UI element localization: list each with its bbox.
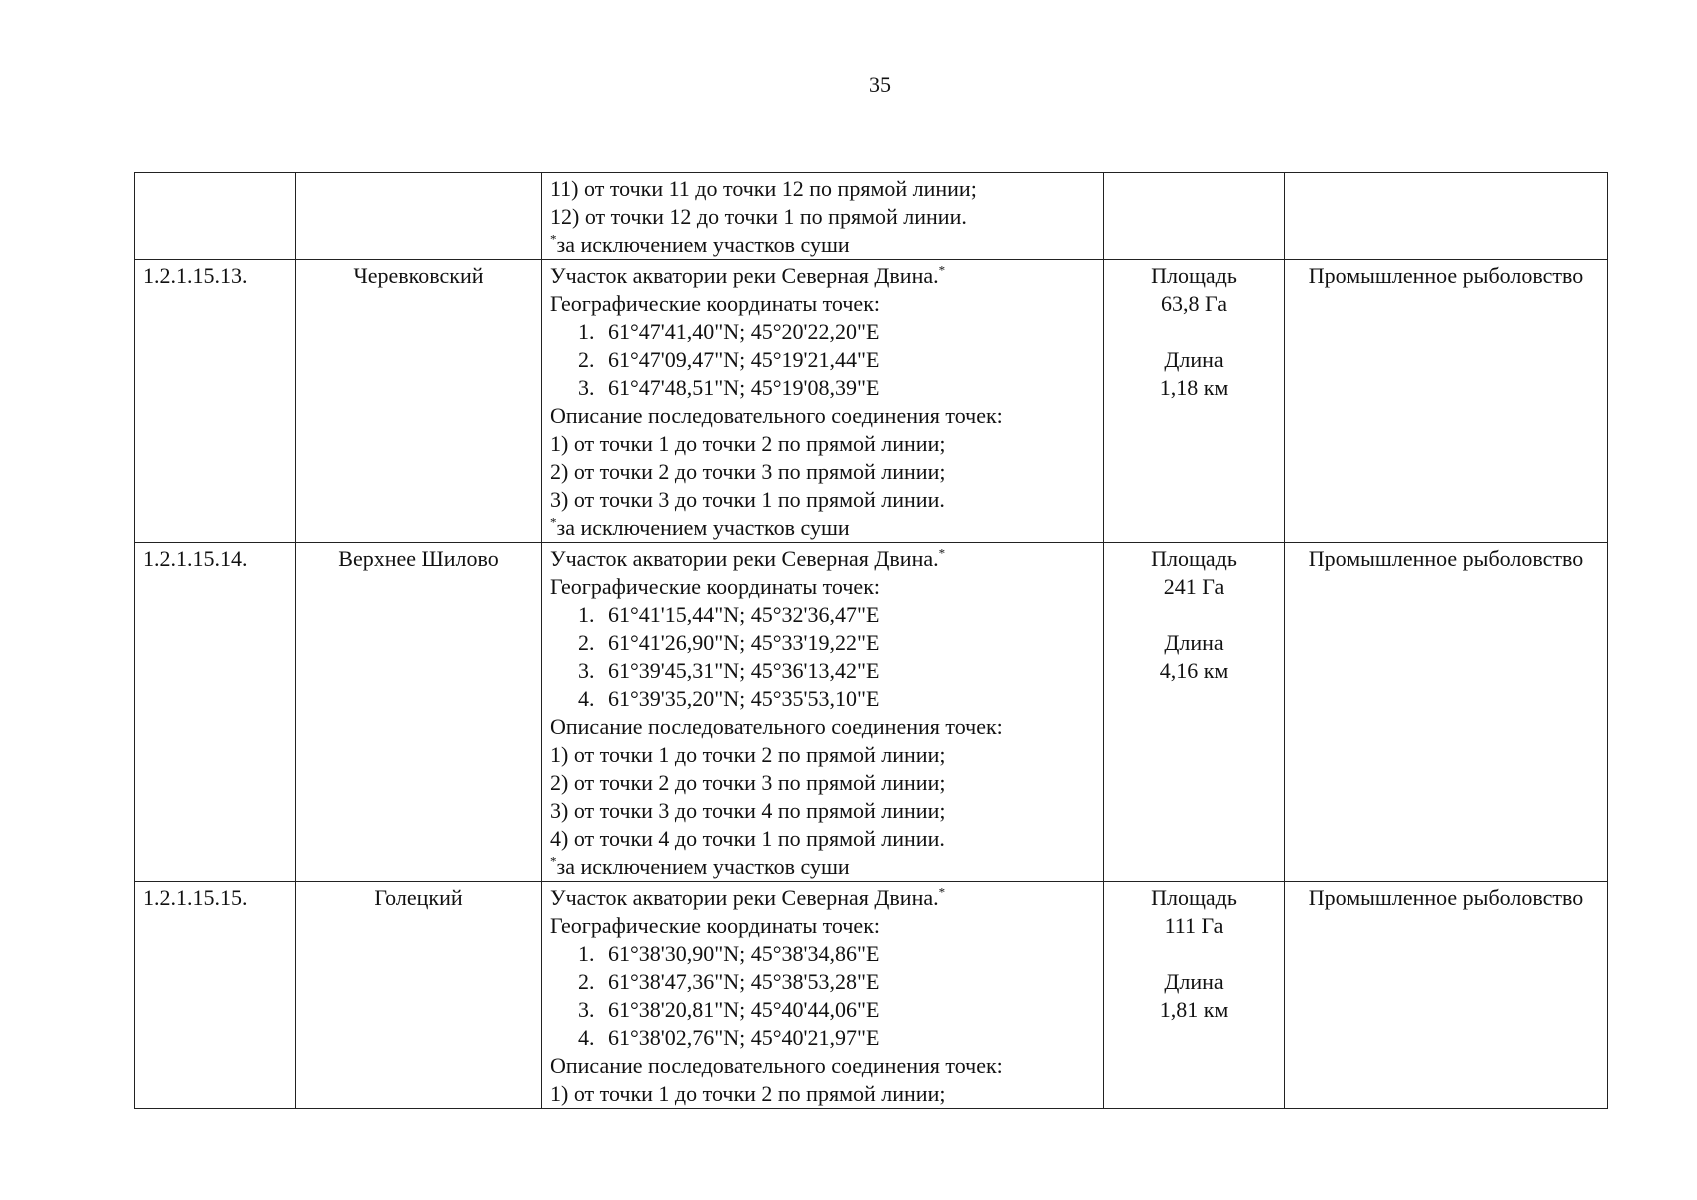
table-row [135, 882, 1608, 1109]
coord-item: 1. 61°41'15,44"N; 45°32'36,47"E [578, 602, 880, 627]
coords-list [550, 318, 1095, 402]
area-label: Площадь [1151, 885, 1237, 910]
coord-item: 2. 61°47'09,47"N; 45°19'21,44"E [578, 347, 880, 372]
coord-item: 1. 61°38'30,90"N; 45°38'34,86"E [578, 941, 880, 966]
cell-use: Промышленное рыболовство [1285, 260, 1608, 543]
coord-item: 2. 61°38'47,36"N; 45°38'53,28"E [578, 969, 880, 994]
coord-item: 3. 61°38'20,81"N; 45°40'44,06"E [578, 997, 880, 1022]
table-row [135, 260, 1608, 543]
asterisk: * [938, 545, 946, 561]
connection-line: 1) от точки 1 до точки 2 по прямой линии; [550, 742, 946, 767]
cell-name: Голецкий [296, 882, 542, 1109]
connection-line: 1) от точки 1 до точки 2 по прямой линии; [550, 431, 946, 456]
connection-label: Описание последовательного соединения точек: [550, 403, 1003, 428]
footnote: *за исключением участков суши [550, 853, 850, 879]
coords-label: Географические координаты точек: [550, 291, 880, 316]
area-value: 63,8 Га [1161, 291, 1227, 316]
cell-use: Промышленное рыболовство [1285, 543, 1608, 882]
cell-number: 1.2.1.15.13. [135, 260, 296, 543]
coord-item: 3. 61°39'45,31"N; 45°36'13,42"E [578, 658, 880, 683]
length-value: 1,81 км [1159, 997, 1229, 1022]
coord-item: 1. 61°47'41,40"N; 45°20'22,20"E [578, 319, 880, 344]
cell-use [1285, 173, 1608, 260]
asterisk: * [938, 262, 946, 278]
cell-size [1104, 543, 1285, 882]
area-label: Площадь [1151, 546, 1237, 571]
table-row [135, 543, 1608, 882]
cell-description [542, 173, 1104, 260]
coords-label: Географические координаты точек: [550, 574, 880, 599]
coords-list [550, 940, 1095, 1052]
footnote: *за исключением участков суши [550, 514, 850, 540]
connection-line: 11) от точки 11 до точки 12 по прямой линии; [550, 176, 977, 201]
cell-number: 1.2.1.15.15. [135, 882, 296, 1109]
coord-item: 3. 61°47'48,51"N; 45°19'08,39"E [578, 375, 880, 400]
cell-number [135, 173, 296, 260]
cell-size [1104, 882, 1285, 1109]
cell-number: 1.2.1.15.14. [135, 543, 296, 882]
table-row-continuation [135, 173, 1608, 260]
cell-size [1104, 260, 1285, 543]
cell-description [542, 260, 1104, 543]
connection-line: 2) от точки 2 до точки 3 по прямой линии; [550, 770, 946, 795]
area-title: Участок акватории реки Северная Двина.* [550, 545, 946, 571]
cell-name: Черевковский [296, 260, 542, 543]
cell-name: Верхнее Шилово [296, 543, 542, 882]
cell-description [542, 882, 1104, 1109]
cell-size [1104, 173, 1285, 260]
coord-item: 4. 61°38'02,76"N; 45°40'21,97"E [578, 1025, 880, 1050]
asterisk: * [938, 884, 946, 900]
asterisk: * [550, 514, 557, 530]
coords-label: Географические координаты точек: [550, 913, 880, 938]
connection-label: Описание последовательного соединения точек: [550, 1053, 1003, 1078]
connection-line: 3) от точки 3 до точки 1 по прямой линии. [550, 487, 945, 512]
length-label: Длина [1164, 630, 1224, 655]
area-title: Участок акватории реки Северная Двина.* [550, 884, 946, 910]
connection-label: Описание последовательного соединения точек: [550, 714, 1003, 739]
length-label: Длина [1164, 347, 1224, 372]
length-value: 1,18 км [1159, 375, 1229, 400]
length-value: 4,16 км [1159, 658, 1229, 683]
area-value: 111 Га [1164, 913, 1224, 938]
cell-description [542, 543, 1104, 882]
fishing-areas-table [134, 172, 1608, 1109]
connection-line: 1) от точки 1 до точки 2 по прямой линии; [550, 1081, 946, 1106]
connection-line: 2) от точки 2 до точки 3 по прямой линии; [550, 459, 946, 484]
cell-use: Промышленное рыболовство [1285, 882, 1608, 1109]
coords-list [550, 601, 1095, 713]
area-value: 241 Га [1163, 574, 1225, 599]
footnote: *за исключением участков суши [550, 231, 850, 257]
coord-item: 2. 61°41'26,90"N; 45°33'19,22"E [578, 630, 880, 655]
cell-name [296, 173, 542, 260]
page-number: 35 [869, 72, 891, 97]
length-label: Длина [1164, 969, 1224, 994]
area-label: Площадь [1151, 263, 1237, 288]
coord-item: 4. 61°39'35,20"N; 45°35'53,10"E [578, 686, 880, 711]
connection-line: 12) от точки 12 до точки 1 по прямой линии. [550, 204, 967, 229]
connection-line: 3) от точки 3 до точки 4 по прямой линии; [550, 798, 946, 823]
asterisk: * [550, 231, 557, 247]
asterisk: * [550, 853, 557, 869]
area-title: Участок акватории реки Северная Двина.* [550, 262, 946, 288]
connection-line: 4) от точки 4 до точки 1 по прямой линии. [550, 826, 945, 851]
